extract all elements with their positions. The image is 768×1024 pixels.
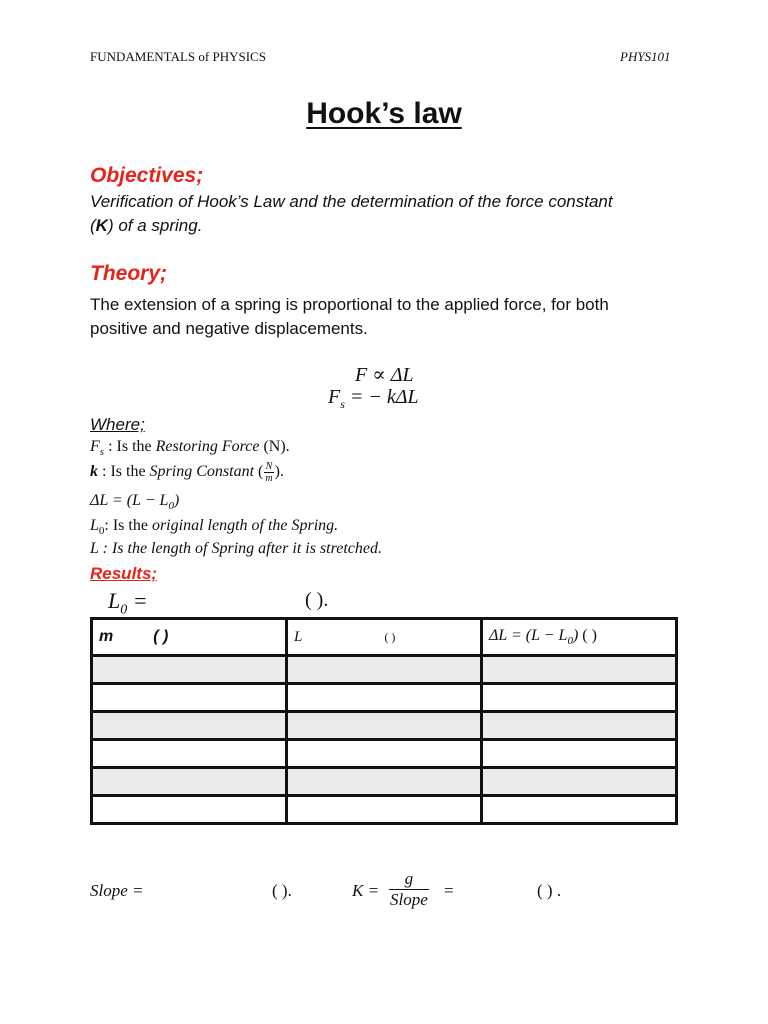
cell-delta-l[interactable] <box>482 740 677 768</box>
table-row <box>92 796 677 824</box>
where-heading: Where; <box>90 415 145 434</box>
objectives-line-2 <box>90 214 202 238</box>
k-term: Spring Constant <box>149 463 255 481</box>
course-title: FUNDAMENTALS of PHYSICS <box>90 49 266 64</box>
l0-symbol: L <box>90 517 99 534</box>
header-mass-unit: ( ) <box>153 628 169 645</box>
k-unit-den: m <box>265 473 273 484</box>
def-spring-constant <box>90 461 284 484</box>
fs-sub: s <box>99 446 105 459</box>
header-length-unit: ( ) <box>384 630 396 644</box>
table-row <box>92 656 677 684</box>
cell-mass[interactable] <box>92 656 287 684</box>
table-header-row <box>92 619 677 656</box>
header-length <box>287 619 482 656</box>
k-fraction <box>388 869 430 910</box>
k-fraction-num: g <box>389 869 429 890</box>
theory-line-2: positive and negative displacements. <box>90 319 368 338</box>
results-l0-equals: = <box>127 588 148 613</box>
table-row <box>92 740 677 768</box>
cell-length[interactable] <box>287 796 482 824</box>
equation-proportional: F ∝ ΔL <box>355 364 414 386</box>
header-delta-sub: 0 <box>567 635 573 648</box>
objectives-heading: Objectives; <box>90 164 204 187</box>
header-delta-l <box>482 619 677 656</box>
k-unit-fraction <box>264 461 273 484</box>
cell-delta-l[interactable] <box>482 712 677 740</box>
fs-unit: (N). <box>259 438 290 455</box>
def-stretched-length: L : Is the length of Spring after it is stretched. <box>90 540 382 557</box>
cell-mass[interactable] <box>92 712 287 740</box>
page-title <box>0 97 768 131</box>
cell-mass[interactable] <box>92 796 287 824</box>
l0-sub: 0 <box>98 525 105 538</box>
slope-unit: ( ). <box>272 881 292 900</box>
cell-delta-l[interactable] <box>482 684 677 712</box>
fs-term: Restoring Force <box>155 438 260 455</box>
header-delta-unit: ( ) <box>582 626 597 644</box>
cell-delta-l[interactable] <box>482 768 677 796</box>
cell-length[interactable] <box>287 740 482 768</box>
k-close: ). <box>274 463 284 481</box>
k-open: ( <box>254 463 264 481</box>
k-label: K = <box>352 881 380 900</box>
k-fraction-den: Slope <box>390 890 428 909</box>
k-symbol: k <box>90 463 98 481</box>
results-l0-unit: ( ). <box>305 589 329 611</box>
header-mass <box>92 619 287 656</box>
k-fraction-body <box>389 869 429 910</box>
fs-pre: : Is the <box>104 438 156 455</box>
header-length-symbol: L <box>294 629 303 645</box>
header-delta-symbol: ΔL = (L − L <box>489 626 568 644</box>
cell-mass[interactable] <box>92 740 287 768</box>
table-row <box>92 684 677 712</box>
def-delta-l <box>90 492 179 512</box>
dl-post: ) <box>173 492 180 509</box>
cell-delta-l[interactable] <box>482 656 677 684</box>
results-l0-sub: 0 <box>120 602 128 618</box>
table-row <box>92 768 677 796</box>
k-unit-num: N <box>265 461 273 472</box>
def-original-length <box>90 517 338 537</box>
header-delta-post: ) <box>572 626 579 644</box>
results-heading: Results; <box>90 564 158 583</box>
k-equals: = <box>444 881 454 900</box>
slope-label: Slope = <box>90 881 144 900</box>
cell-length[interactable] <box>287 712 482 740</box>
cell-length[interactable] <box>287 768 482 796</box>
theory-line-1: The extension of a spring is proportional to the applied force, for both <box>90 295 609 314</box>
eq-f-sub: s <box>340 397 345 411</box>
equation-hooke <box>328 386 419 412</box>
page-title-text: Hook’s law <box>306 97 462 130</box>
objectives-line-1: Verification of Hook’s Law and the determination of the force constant <box>90 192 613 211</box>
cell-mass[interactable] <box>92 768 287 796</box>
cell-mass[interactable] <box>92 684 287 712</box>
l0-term: original length of the Spring. <box>151 517 339 534</box>
objectives-rest: ) of a spring. <box>107 216 203 235</box>
cell-length[interactable] <box>287 656 482 684</box>
def-restoring-force <box>90 438 290 458</box>
fs-symbol: F <box>90 438 100 455</box>
theory-heading: Theory; <box>90 262 168 285</box>
course-code: PHYS101 <box>620 49 671 64</box>
table-row <box>92 712 677 740</box>
k-pre: : Is the <box>98 463 150 481</box>
dl-sub: 0 <box>168 500 174 513</box>
k-unit: ( ) . <box>537 881 562 900</box>
dl-pre: ΔL = (L − L <box>90 492 169 509</box>
results-table <box>90 617 678 825</box>
results-l0-symbol: L <box>108 588 121 613</box>
objectives-paren: ( <box>90 216 96 235</box>
eq-rhs: = − kΔL <box>344 386 419 408</box>
cell-delta-l[interactable] <box>482 796 677 824</box>
objectives-k: K <box>95 216 108 235</box>
results-l0-label <box>108 588 148 618</box>
eq-f: F <box>328 386 341 408</box>
cell-length[interactable] <box>287 684 482 712</box>
header-mass-symbol: m <box>99 628 114 645</box>
l0-pre: : Is the <box>104 517 152 534</box>
